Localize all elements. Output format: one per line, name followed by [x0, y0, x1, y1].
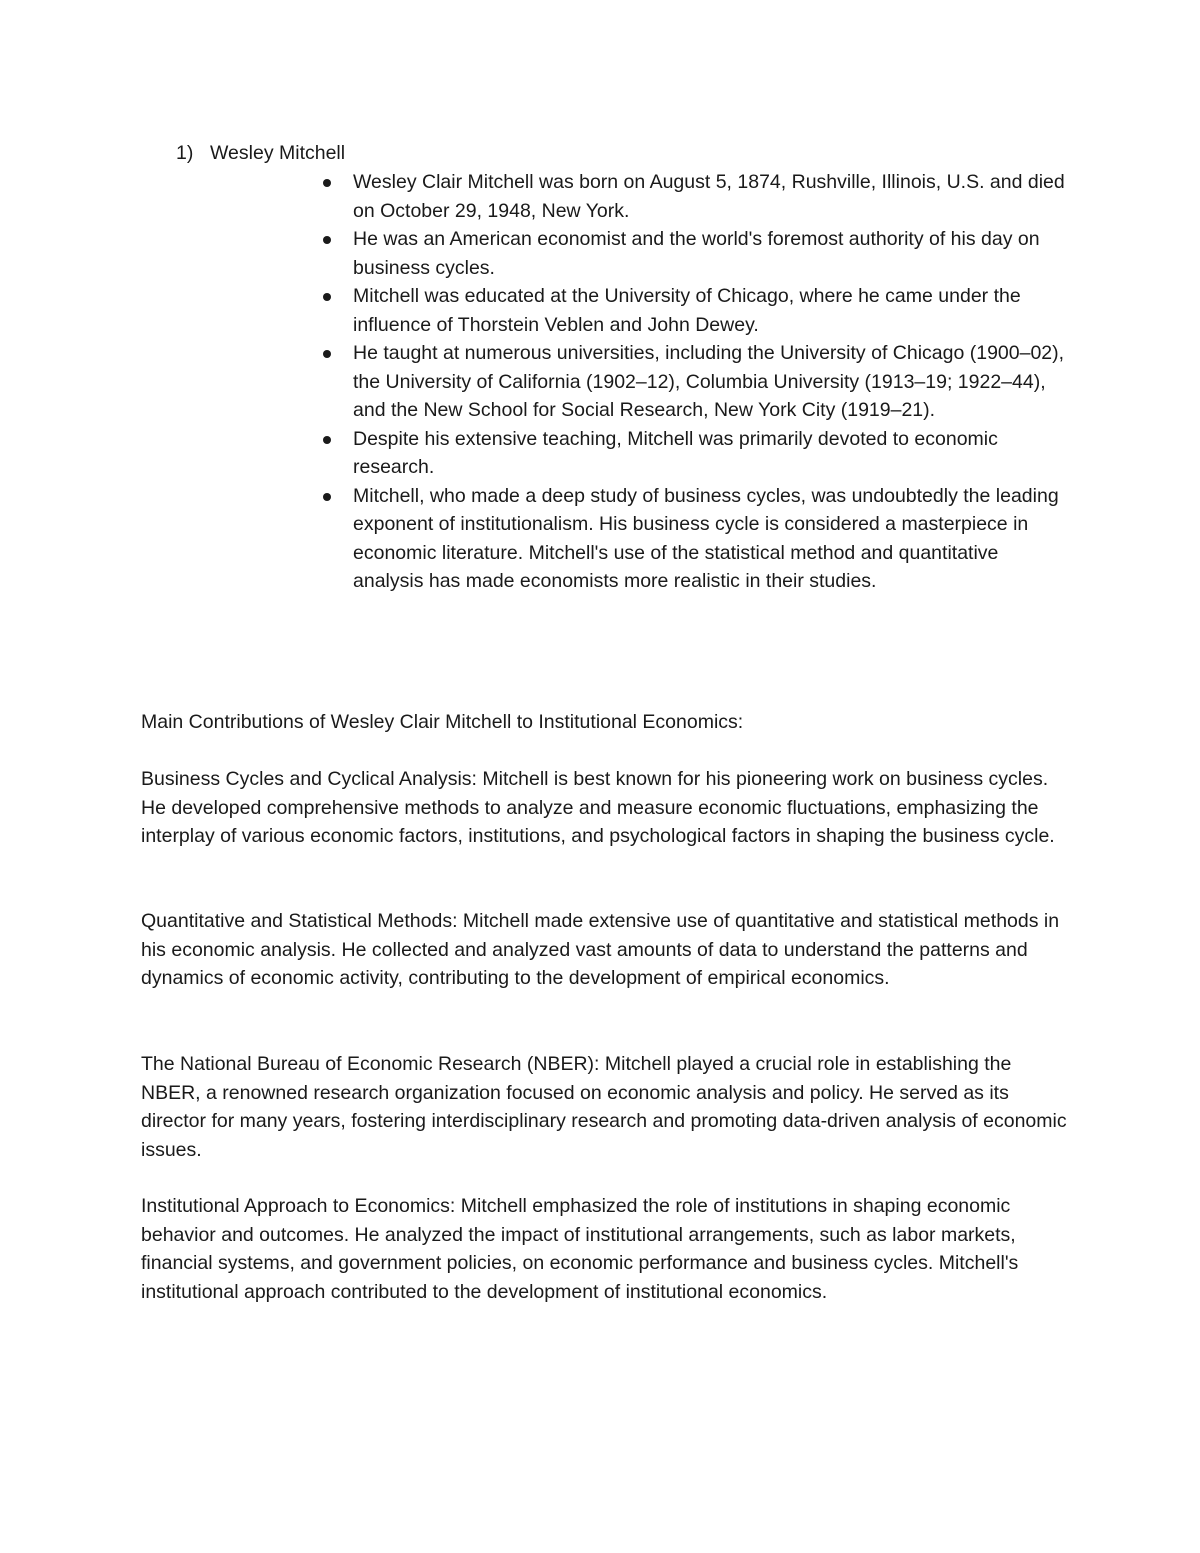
bullet-text: Mitchell, who made a deep study of business cycles, was undoubtedly the leading exponent of institutionalism. His business cycle is considered a masterpiece in economic literature. Mitchell's use of the statistical method and quantitative analysis has made economists more realistic in their studies.	[353, 484, 1059, 592]
bullet-icon	[323, 493, 331, 501]
paragraph-business-cycles: Business Cycles and Cyclical Analysis: Mitchell is best known for his pioneering work on business cycles. He developed comprehensive methods to analyze and measure economic fluctuations, emphasizing the interplay of various economic factors, institutions, and psychological factors in shaping the business cycle.	[141, 768, 1055, 847]
bullet-icon	[323, 179, 331, 187]
contributions-title: Main Contributions of Wesley Clair Mitchell to Institutional Economics:	[141, 711, 744, 733]
bullet-text: He taught at numerous universities, including the University of Chicago (1900–02), the University of California (1902–12), Columbia University (1913–19; 1922–44), and the New School for Social Research, New York City (1919–21).	[353, 342, 1065, 421]
list-item	[353, 168, 1073, 225]
bullet-icon	[323, 350, 331, 358]
list-item	[353, 225, 1073, 282]
paragraph-institutional-approach: Institutional Approach to Economics: Mitchell emphasized the role of institutions in shaping economic behavior and outcomes. He analyzed the impact of institutional arrangements, such as labor markets, financial systems, and government policies, on economic performance and business cycles. Mitchell's institutional approach contributed to the development of institutional economics.	[141, 1195, 1019, 1303]
list-number: 1)	[176, 142, 194, 164]
list-item	[353, 482, 1073, 596]
bullet-text: He was an American economist and the world's foremost authority of his day on business cycles.	[353, 228, 1040, 279]
bullet-icon	[323, 436, 331, 444]
bullet-text: Mitchell was educated at the University of Chicago, where he came under the influence of Thorstein Veblen and John Dewey.	[353, 285, 1021, 336]
list-heading	[176, 139, 345, 168]
bullet-text: Despite his extensive teaching, Mitchell was primarily devoted to economic research.	[353, 427, 998, 478]
bullet-text: Wesley Clair Mitchell was born on August 5, 1874, Rushville, Illinois, U.S. and died on October 29, 1948, New York.	[353, 171, 1065, 222]
list-item	[353, 282, 1073, 339]
list-heading-title: Wesley Mitchell	[210, 142, 346, 164]
bullet-icon	[323, 293, 331, 301]
bullet-icon	[323, 236, 331, 244]
biography-bullet-list	[353, 168, 1073, 596]
list-item	[353, 339, 1073, 425]
paragraph-quantitative-methods: Quantitative and Statistical Methods: Mitchell made extensive use of quantitative and statistical methods in his economic analysis. He collected and analyzed vast amounts of data to understand the patterns and dynamics of economic activity, contributing to the development of empirical economics.	[141, 910, 1060, 989]
list-item	[353, 425, 1073, 482]
paragraph-nber: The National Bureau of Economic Research (NBER): Mitchell played a crucial role in establishing the NBER, a renowned research organization focused on economic analysis and policy. He served as its director for many years, fostering interdisciplinary research and promoting data-driven analysis of economic issues.	[141, 1053, 1067, 1161]
